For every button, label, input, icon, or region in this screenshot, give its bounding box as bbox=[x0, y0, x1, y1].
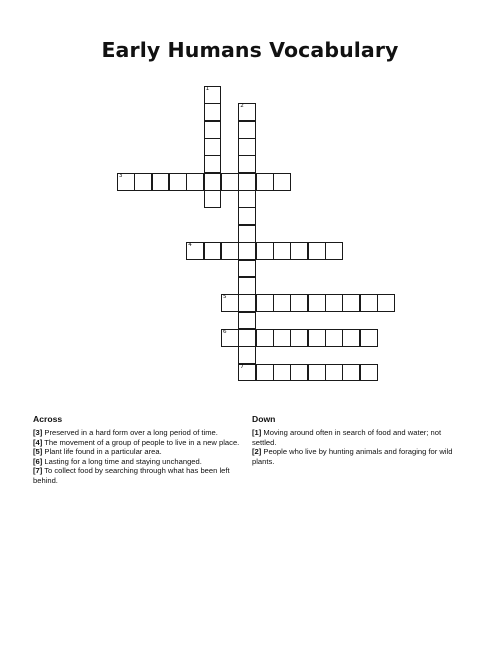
grid-cell[interactable] bbox=[360, 364, 378, 382]
grid-cell[interactable] bbox=[186, 242, 204, 260]
grid-cell[interactable] bbox=[342, 294, 360, 312]
grid-cell[interactable] bbox=[238, 155, 256, 173]
grid-cell[interactable] bbox=[204, 190, 222, 208]
grid-cell[interactable] bbox=[117, 173, 135, 191]
grid-cell[interactable] bbox=[308, 242, 326, 260]
grid-cell[interactable] bbox=[256, 173, 274, 191]
clue-number: 5 bbox=[222, 294, 227, 301]
grid-cell[interactable] bbox=[273, 364, 291, 382]
grid-cell[interactable] bbox=[256, 242, 274, 260]
across-clue bbox=[33, 457, 245, 467]
grid-cell[interactable] bbox=[290, 242, 308, 260]
grid-cell[interactable] bbox=[238, 277, 256, 295]
grid-cell[interactable] bbox=[204, 103, 222, 121]
grid-cell[interactable] bbox=[152, 173, 170, 191]
grid-cell[interactable] bbox=[256, 329, 274, 347]
grid-cell[interactable] bbox=[308, 364, 326, 382]
grid-cell[interactable] bbox=[238, 138, 256, 156]
grid-cell[interactable] bbox=[221, 294, 239, 312]
grid-cell[interactable] bbox=[325, 364, 343, 382]
clue-number: 4 bbox=[188, 242, 192, 249]
clue-text: Plant life found in a particular area. bbox=[42, 447, 162, 457]
grid-cell[interactable] bbox=[204, 242, 222, 260]
clue-text: Preserved in a hard form over a long period of time. bbox=[42, 428, 218, 437]
grid-cell[interactable] bbox=[134, 173, 152, 191]
clue-number: 7 bbox=[240, 363, 244, 370]
clue-text: Lasting for a long time and staying unchanged. bbox=[42, 456, 202, 466]
grid-cell[interactable] bbox=[325, 329, 343, 347]
clue-number: 1 bbox=[205, 86, 210, 92]
grid-cell[interactable] bbox=[238, 294, 256, 312]
grid-cell[interactable] bbox=[238, 207, 256, 225]
grid-cell[interactable] bbox=[308, 294, 326, 312]
grid-cell[interactable] bbox=[290, 329, 308, 347]
down-clue-list bbox=[252, 428, 466, 466]
grid-cell[interactable] bbox=[325, 242, 343, 260]
grid-cell[interactable] bbox=[342, 329, 360, 347]
clue-number: [7] bbox=[33, 466, 43, 476]
clue-number: 3 bbox=[118, 172, 123, 179]
grid-cell[interactable] bbox=[186, 173, 204, 191]
grid-cell[interactable] bbox=[256, 294, 274, 312]
grid-cell[interactable] bbox=[273, 294, 291, 312]
grid-cell[interactable] bbox=[238, 225, 256, 243]
clue-number: [1] bbox=[252, 428, 262, 437]
grid-cell[interactable] bbox=[273, 329, 291, 347]
grid-cell[interactable] bbox=[377, 294, 395, 312]
down-clues bbox=[252, 414, 466, 466]
grid-cell[interactable] bbox=[238, 103, 256, 121]
grid-cell[interactable] bbox=[273, 173, 291, 191]
clue-text: To collect food by searching through what has been left behind. bbox=[33, 466, 230, 485]
across-clue-list bbox=[33, 428, 245, 486]
grid-cell[interactable] bbox=[360, 329, 378, 347]
down-clue bbox=[252, 447, 466, 466]
across-heading: Across bbox=[33, 414, 63, 424]
grid-cell[interactable] bbox=[342, 364, 360, 382]
grid-cell[interactable] bbox=[238, 121, 256, 139]
grid-cell[interactable] bbox=[238, 312, 256, 330]
clue-text: People who live by hunting animals and foraging for wild plants. bbox=[252, 447, 453, 466]
grid-cell[interactable] bbox=[238, 329, 256, 347]
down-clue bbox=[252, 428, 466, 447]
grid-cell[interactable] bbox=[360, 294, 378, 312]
grid-cell[interactable] bbox=[204, 121, 222, 139]
grid-cell[interactable] bbox=[169, 173, 187, 191]
across-clue bbox=[33, 428, 245, 438]
clue-number: 6 bbox=[222, 328, 227, 335]
grid-cell[interactable] bbox=[238, 242, 256, 260]
grid-cell[interactable] bbox=[325, 294, 343, 312]
grid-cell[interactable] bbox=[238, 173, 256, 191]
grid-cell[interactable] bbox=[238, 260, 256, 278]
clue-number: [4] bbox=[33, 437, 43, 447]
grid-cell[interactable] bbox=[238, 364, 256, 382]
grid-cell[interactable] bbox=[221, 173, 239, 191]
grid-cell[interactable] bbox=[204, 138, 222, 156]
clue-number: [3] bbox=[33, 428, 43, 437]
clue-text: The movement of a group of people to live in a new place. bbox=[42, 437, 240, 447]
across-clues bbox=[33, 414, 245, 486]
grid-cell[interactable] bbox=[204, 173, 222, 191]
across-clue bbox=[33, 466, 245, 485]
across-clue bbox=[33, 447, 245, 457]
grid-cell[interactable] bbox=[221, 242, 239, 260]
grid-cell[interactable] bbox=[290, 294, 308, 312]
clue-number: [5] bbox=[33, 447, 43, 457]
grid-cell[interactable] bbox=[256, 364, 274, 382]
grid-cell[interactable] bbox=[238, 346, 256, 364]
clue-number: [6] bbox=[33, 456, 43, 466]
grid-cell[interactable] bbox=[290, 364, 308, 382]
clue-text: Moving around often in search of food and water; not settled. bbox=[252, 428, 442, 447]
page-title: Early Humans Vocabulary bbox=[101, 38, 399, 62]
clue-number: 2 bbox=[240, 103, 244, 110]
grid-cell[interactable] bbox=[204, 86, 222, 104]
clue-number: [2] bbox=[252, 447, 262, 457]
grid-cell[interactable] bbox=[273, 242, 291, 260]
down-heading: Down bbox=[252, 414, 276, 424]
grid-cell[interactable] bbox=[204, 155, 222, 173]
grid-cell[interactable] bbox=[238, 190, 256, 208]
grid-cell[interactable] bbox=[221, 329, 239, 347]
across-clue bbox=[33, 438, 245, 448]
grid-cell[interactable] bbox=[308, 329, 326, 347]
